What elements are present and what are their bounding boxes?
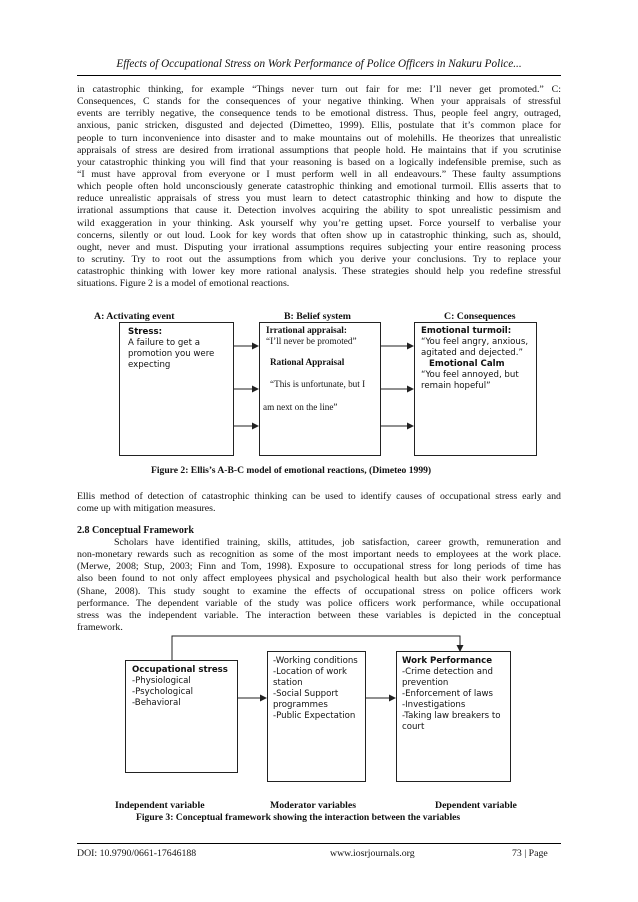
paragraph-line: Ellis method of detection of catastrophic thinking can be used to identify causes of occupational stress early and	[77, 491, 561, 502]
moderator-line: -Location of work	[273, 667, 347, 677]
paragraph-line: (Merwe, 2008; Stup, 2003; Finn and Tom, 1998). Exposure to occupational stress for long periods of time has	[77, 561, 561, 573]
running-title: Effects of Occupational Stress on Work Performance of Police Officers in Nakuru Police...	[116, 58, 522, 70]
paragraph-line: events are terribly negative, the consequence tends to be emotional distress. Thus, people feel angry, outraged,	[77, 108, 561, 120]
work-performance-line: -Taking law breakers to	[402, 711, 501, 721]
paragraph-line: your catastrophic thinking you will find that your reasoning is based on a logically indefensible premise, such as	[77, 156, 561, 168]
emotional-calm-line: “You feel annoyed, but	[421, 370, 519, 380]
paragraph-line: to scrutiny. Try to root out the assumptions from which you derive your conclusions. Try to replace your	[77, 253, 561, 265]
figure2-label-a: A: Activating event	[94, 311, 175, 322]
body-paragraph	[77, 537, 561, 634]
occupational-stress-item: -Psychological	[132, 687, 193, 697]
rational-appraisal-quote: “This is unfortunate, but I	[270, 378, 366, 389]
footer-doi: DOI: 10.9790/0661-17646188	[77, 848, 197, 859]
footer-divider	[77, 843, 561, 844]
work-performance-line: -Investigations	[402, 700, 466, 710]
rational-appraisal-title: Rational Appraisal	[270, 357, 345, 368]
paragraph-line: people to turn inconvenience into disaster and to make mountains out of molehills. He theorizes that unrealistic	[77, 132, 561, 144]
rational-appraisal-quote: am next on the line”	[263, 401, 338, 412]
irrational-appraisal-title: Irrational appraisal:	[266, 325, 347, 335]
work-performance-line: -Crime detection and	[402, 667, 493, 677]
independent-variable-label: Independent variable	[115, 800, 205, 811]
paragraph-line: reduce unrealistic appraisals of stress you must learn to detect catastrophic thinking and how to dispute the	[77, 193, 561, 205]
paragraph-line: anxious, panic stricken, disgusted and dejected (Dimetteo, 1999). Ellis, postulate that it’s common place for	[77, 120, 561, 132]
paragraph-line: wild exaggeration in your thinking. Ask yourself why you’re getting upset. Force yourself to verbalise your	[77, 217, 561, 229]
emotional-calm-title: Emotional Calm	[429, 359, 505, 369]
paragraph-line: situations. Figure 2 is a model of emotional reactions.	[77, 278, 290, 290]
paragraph-line: non-monetary rewards such as recognition as some of the most important needs to employees at the work place.	[77, 549, 561, 561]
moderator-line: -Public Expectation	[273, 711, 356, 721]
stress-line: promotion you were	[128, 349, 215, 359]
paragraph-line: catastrophic thinking with lower key more rational analysis. These strategies should help you redefine stressful	[77, 266, 561, 278]
footer-page-number: 73 | Page	[512, 848, 548, 859]
moderator-line: -Social Support	[273, 689, 339, 699]
emotional-turmoil-line: agitated and dejected.”	[421, 348, 523, 358]
paragraph-line: ought, never and must. Disputing your irrational assumptions requires subjecting your entire reasoning process	[77, 241, 561, 253]
dependent-variable-label: Dependent variable	[435, 800, 517, 811]
stress-title: Stress:	[128, 327, 163, 337]
paragraph-line: framework.	[77, 621, 123, 633]
figure2-label-c: C: Consequences	[444, 311, 516, 322]
emotional-turmoil-line: “You feel angry, anxious,	[421, 337, 529, 347]
figure2-caption: Figure 2: Ellis’s A-B-C model of emotional reactions, (Dimeteo 1999)	[151, 465, 432, 476]
figure2-label-b: B: Belief system	[284, 311, 351, 322]
paragraph-line: Consequences, C stands for the consequences of your negative thinking. When your appraisals of stressful	[77, 96, 561, 108]
irrational-appraisal-quote: “I’ll never be promoted”	[266, 336, 357, 347]
body-paragraph	[77, 491, 561, 515]
stress-line: expecting	[128, 360, 171, 370]
paragraph-line: “I must have approval from everyone or I must perform well in all endeavours.” These faulty assumptions	[77, 168, 561, 180]
paragraph-line: also been found to not only affect employees physical and psychological health but also their work performance	[77, 573, 561, 585]
work-performance-line: court	[402, 722, 425, 732]
paragraph-line: Scholars have identified training, skills, attitudes, job satisfaction, career growth, remuneration and	[114, 537, 561, 548]
paragraph-line: which people often hold unconsciously generate catastrophic thinking and emotional turmoil. Ellis asserts that to	[77, 181, 561, 193]
figure3-moderator-box	[267, 651, 366, 782]
paragraph-line: in catastrophic thinking, for example “Things never turn out fair for me: I’ll never get promoted.” C:	[77, 84, 561, 95]
figure3-dependent-box	[396, 651, 511, 782]
moderator-line: -Working conditions	[273, 656, 358, 666]
paragraph-line: concerns, silently or out loud. Look for key words that often show up in catastrophic thinking, such as, should,	[77, 229, 561, 241]
section-heading: 2.8 Conceptual Framework	[77, 525, 194, 536]
emotional-calm-line: remain hopeful”	[421, 381, 491, 391]
figure3-caption: Figure 3: Conceptual framework showing the interaction between the variables	[136, 812, 461, 823]
moderator-line: programmes	[273, 700, 328, 710]
paragraph-line: come up with mitigation measures.	[77, 503, 216, 515]
occupational-stress-title: Occupational stress	[132, 665, 228, 675]
moderator-line: station	[273, 678, 303, 688]
occupational-stress-item: -Behavioral	[132, 698, 181, 708]
stress-line: A failure to get a	[128, 338, 200, 348]
work-performance-title: Work Performance	[402, 656, 493, 666]
emotional-turmoil-title: Emotional turmoil:	[421, 326, 512, 336]
paragraph-line: appraisals of stress are desired from irrational assumptions that people hold. He maintains that if you scrutinise	[77, 144, 561, 156]
moderator-variables-label: Moderator variables	[270, 800, 357, 811]
figure3-independent-box	[125, 660, 238, 773]
work-performance-line: prevention	[402, 678, 449, 688]
paragraph-line: stress was the independent variable. The interaction between these variables is depicted in the conceptual	[77, 609, 561, 621]
occupational-stress-item: -Physiological	[132, 676, 191, 686]
paragraph-line: (Shane, 2008). This study sought to examine the effects of occupational stress on police officers work	[77, 585, 561, 597]
work-performance-line: -Enforcement of laws	[402, 689, 493, 699]
footer-website: www.iosrjournals.org	[330, 848, 415, 859]
paragraph-line: irrational assumptions that cause it. Detection involves acquiring the ability to spot unrealistic pessimism and	[77, 205, 561, 217]
paragraph-line: performance. The dependent variable of the study was police officers work performance, while occupational	[77, 597, 561, 609]
